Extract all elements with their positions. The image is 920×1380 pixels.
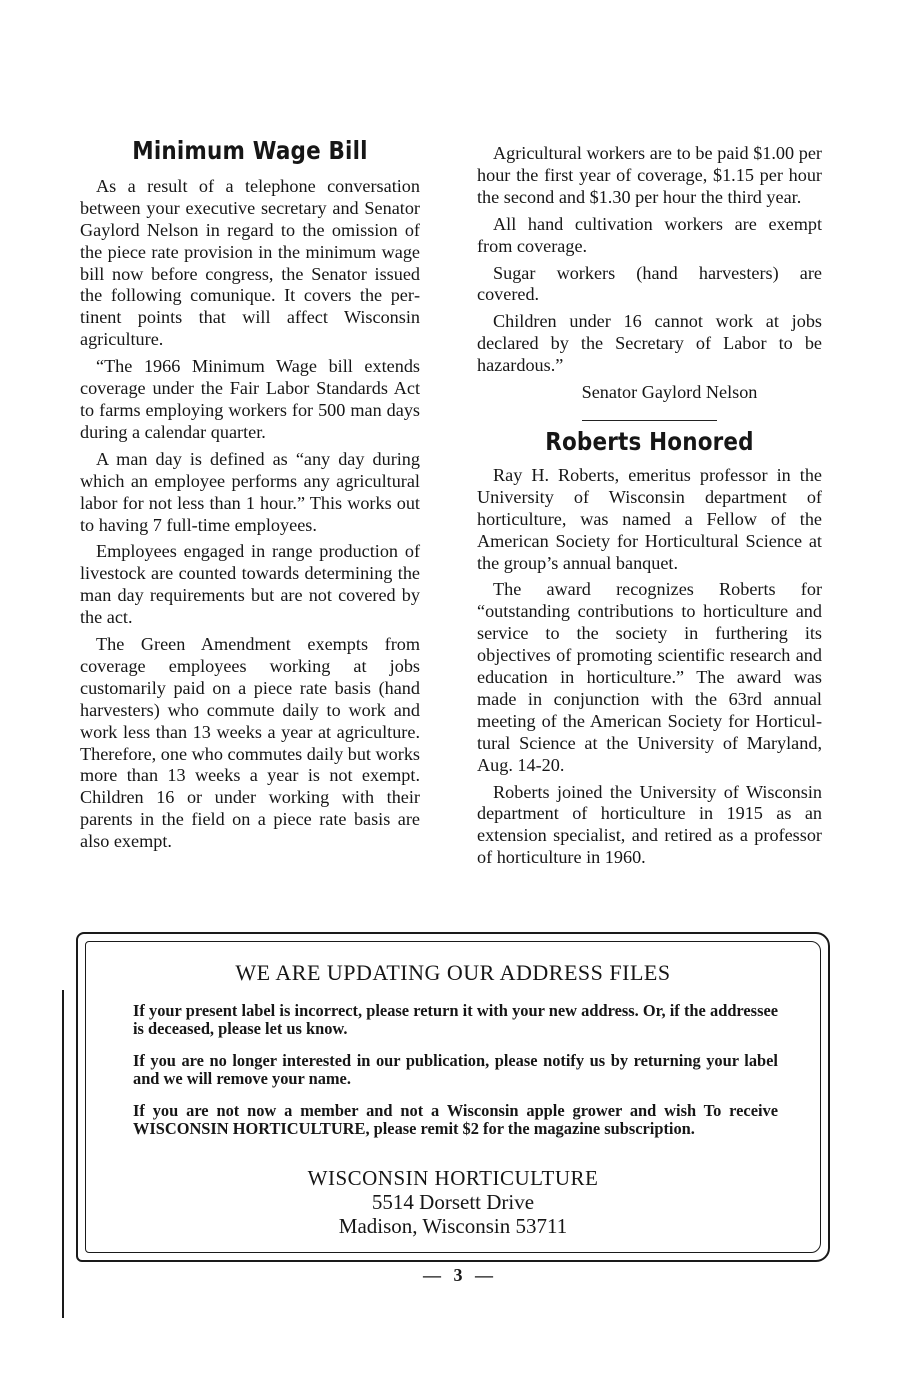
article-title-roberts-honored: Roberts Honored <box>545 426 754 456</box>
address-block <box>78 1166 828 1238</box>
article-signature: Senator Gaylord Nelson <box>581 382 758 403</box>
article-paragraph: As a result of a telephone conversation between your executive secretary and Senator Gaylord Nelson in regard to the omission of the piece rate provision in the minimum wage bill now before congress, the Senator issued the following comunique. It covers the pertinent points that will affect Wisconsin agriculture. <box>80 175 420 350</box>
article-title-minimum-wage: Minimum Wage Bill <box>132 136 368 165</box>
article-paragraph: Children under 16 cannot work at jobs declared by the Secretary of Labor to be hazardous.” <box>477 311 822 376</box>
section-divider <box>582 420 717 421</box>
article-paragraph: “The 1966 Minimum Wage bill extends coverage under the Fair Labor Standards Act to farms employing workers for 500 man days during a calendar quarter. <box>80 356 420 442</box>
right-column <box>477 143 822 874</box>
article-paragraph: Agricultural workers are to be paid $1.00 per hour the first year of coverage, $1.15 per hour the second and $1.30 per hour the third year. <box>477 143 822 207</box>
article-paragraph: The Green Amendment exempts from coverage employees working at jobs customarily paid on a piece rate basis (hand harvesters) who commute daily to work and work less than 13 weeks a year at agriculture. Therefore, one who commutes daily but works more than 13 weeks a year is not exempt. Children 16 or under working with their parents in the field on a piece rate basis are also exempt. <box>80 634 420 852</box>
article-paragraph: Sugar workers (hand harvesters) are covered. <box>477 262 822 305</box>
address-name: WISCONSIN HORTICULTURE <box>307 1166 599 1190</box>
article-paragraph: All hand cultivation workers are exempt from coverage. <box>477 213 822 256</box>
address-city: Madison, Wisconsin 53711 <box>338 1214 568 1238</box>
article-paragraph: A man day is defined as “any day during which an employee performs any agricultural labor for not less than 1 hour.” This works out to having 7 full-time employees. <box>80 448 420 535</box>
notice-title: WE ARE UPDATING OUR ADDRESS FILES <box>235 960 671 985</box>
address-notice-box <box>76 932 830 1262</box>
page-number: — 3 — <box>423 1265 497 1285</box>
notice-paragraph: If you are not now a member and not a Wisconsin apple grower and wish To receive WISCONSIN HORTICULTURE, please remit $2 for the magazine subscription. <box>133 1101 778 1138</box>
notice-paragraph: If you are no longer interested in our publication, please notify us by returning your label and we will remove your name. <box>133 1051 778 1088</box>
article-paragraph: Ray H. Roberts, emeritus professor in the University of Wisconsin department of horticulture, was named a Fellow of the American Society for Horticultural Science at the group’s annual banquet. <box>477 464 822 573</box>
left-column <box>80 136 420 858</box>
article-paragraph: The award recognizes Roberts for “outstanding contributions to horticulture and service to the society in furthering its objectives of promoting scientific research and education in horticulture.” The award was made in conjunction with the 63rd annual meeting of the American Society for Horticultural Science at the University of Maryland, Aug. 14-20. <box>477 579 822 775</box>
notice-paragraph: If your present label is incorrect, please return it with your new address. Or, if the addressee is deceased, please let us know. <box>133 1001 778 1038</box>
article-paragraph: Employees engaged in range production of livestock are counted towards determining the man day requirements but are not covered by the act. <box>80 541 420 628</box>
article-paragraph: Roberts joined the University of Wisconsin department of horticulture in 1915 as an extension specialist, and retired as a professor of horticulture in 1960. <box>477 781 822 868</box>
address-street: 5514 Dorsett Drive <box>371 1190 535 1214</box>
